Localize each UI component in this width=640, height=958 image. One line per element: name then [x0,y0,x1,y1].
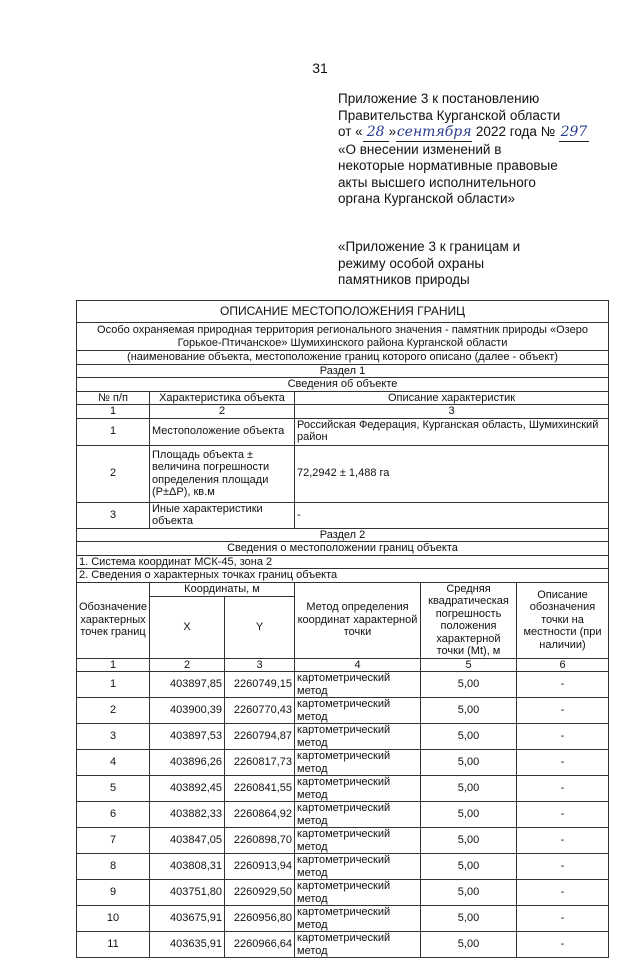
coord-x: 403635,91 [150,932,225,958]
s1-header-num: № п/п [77,391,150,405]
point-desc: - [517,802,609,828]
s1-row-num: 3 [77,502,150,528]
s2-colnum: 1 [77,658,150,672]
date-year: 2022 года № [472,124,556,139]
section1-title: Раздел 1 [77,364,609,378]
method: картометрический метод [295,672,421,698]
section1-subtitle: Сведения об объекте [77,378,609,392]
point-id: 7 [77,828,150,854]
coord-y: 2260913,94 [225,854,295,880]
error-value: 5,00 [421,828,517,854]
method: картометрический метод [295,854,421,880]
s2-colnum: 3 [225,658,295,672]
appendix-line: Приложение 3 к постановлению [338,91,540,106]
s2-colnum: 6 [517,658,609,672]
coord-y: 2260794,87 [225,724,295,750]
object-name [77,323,609,351]
coord-y: 2260817,73 [225,750,295,776]
point-desc: - [517,672,609,698]
coord-y: 2260841,55 [225,776,295,802]
appendix-line: некоторые нормативные правовые [338,158,558,173]
appendix2-line: режиму особой охраны [338,255,485,271]
s2-colnum: 2 [150,658,225,672]
point-id: 10 [77,906,150,932]
point-desc: - [517,906,609,932]
point-desc: - [517,854,609,880]
handwritten-month: сентября [396,124,472,140]
error-value: 5,00 [421,698,517,724]
appendix2-header [338,239,520,289]
table-row [77,906,609,932]
point-desc: - [517,776,609,802]
coord-y: 2260864,92 [225,802,295,828]
table-row [77,776,609,802]
appendix-line: «О внесении изменений в [338,141,502,157]
coord-x: 403751,80 [150,880,225,906]
coord-y: 2260898,70 [225,828,295,854]
s1-header-char: Характеристика объекта [150,391,295,405]
coord-y: 2260956,80 [225,906,295,932]
s2-header-method: Метод определения координат характерной точки [295,582,421,658]
point-id: 11 [77,932,150,958]
point-desc: - [517,932,609,958]
table-row [77,750,609,776]
method: картометрический метод [295,880,421,906]
point-id: 5 [77,776,150,802]
appendix-header [338,91,589,208]
page-number: 31 [312,60,328,76]
table-row [77,802,609,828]
coord-x: 403892,45 [150,776,225,802]
coord-y: 2260770,43 [225,698,295,724]
point-id: 8 [77,854,150,880]
s1-row-name: Местоположение объекта [150,418,295,445]
point-desc: - [517,880,609,906]
coord-system: 1. Система координат МСК-45, зона 2 [77,555,609,569]
s2-header-point: Обозначение характерных точек границ [77,582,150,658]
s1-row-desc: Российская Федерация, Курганская область, Шумихинский район [295,418,609,445]
error-value: 5,00 [421,854,517,880]
point-id: 4 [77,750,150,776]
point-desc: - [517,698,609,724]
coord-x: 403900,39 [150,698,225,724]
s1-row-num: 2 [77,445,150,502]
coord-x: 403897,53 [150,724,225,750]
table-row [77,932,609,958]
method: картометрический метод [295,906,421,932]
point-desc: - [517,750,609,776]
error-value: 5,00 [421,776,517,802]
s2-header-y: Y [225,596,295,658]
point-id: 6 [77,802,150,828]
table-title: ОПИСАНИЕ МЕСТОПОЛОЖЕНИЯ ГРАНИЦ [77,301,609,323]
s1-row-desc: - [295,502,609,528]
s1-row-num: 1 [77,418,150,445]
method: картометрический метод [295,698,421,724]
coord-y: 2260929,50 [225,880,295,906]
error-value: 5,00 [421,750,517,776]
s2-header-coords: Координаты, м [150,582,295,596]
appendix-date-line [338,124,589,142]
coord-y: 2260749,15 [225,672,295,698]
point-id: 1 [77,672,150,698]
coord-x: 403882,33 [150,802,225,828]
s1-colnum: 2 [150,405,295,419]
table-row [77,828,609,854]
s2-colnum: 5 [421,658,517,672]
point-id: 9 [77,880,150,906]
table-row [77,854,609,880]
error-value: 5,00 [421,932,517,958]
method: картометрический метод [295,828,421,854]
coord-x: 403808,31 [150,854,225,880]
method: картометрический метод [295,802,421,828]
method: картометрический метод [295,776,421,802]
error-value: 5,00 [421,880,517,906]
boundary-table [76,300,609,958]
s2-header-desc: Описание обозначения точки на местности (при наличии) [517,582,609,658]
appendix-line: органа Курганской области» [338,191,516,206]
coord-x: 403675,91 [150,906,225,932]
s1-row-name: Иные характеристики объекта [150,502,295,528]
table-row [77,880,609,906]
object-caption: (наименование объекта, местоположение границ которого описано (далее - объект) [77,351,609,365]
error-value: 5,00 [421,724,517,750]
s1-row-name: Площадь объекта ± величина погрешности определения площади (P±ΔP), кв.м [150,445,295,502]
table-row [77,698,609,724]
s2-header-x: X [150,596,225,658]
object-line: Горькое-Птичанское» Шумихинского района Курганской области [177,336,508,349]
point-desc: - [517,724,609,750]
error-value: 5,00 [421,802,517,828]
point-desc: - [517,828,609,854]
s1-header-desc: Описание характеристик [295,391,609,405]
table-row [77,724,609,750]
coord-x: 403896,26 [150,750,225,776]
coord-x: 403897,85 [150,672,225,698]
s1-row-desc: 72,2942 ± 1,488 га [295,445,609,502]
handwritten-day: 28 [363,124,389,142]
coord-y: 2260966,64 [225,932,295,958]
point-id: 3 [77,724,150,750]
appendix2-line: памятников природы [338,272,470,287]
method: картометрический метод [295,932,421,958]
section2-subtitle: Сведения о местоположении границ объекта [77,542,609,556]
coord-x: 403847,05 [150,828,225,854]
point-id: 2 [77,698,150,724]
s2-header-error: Средняя квадратическая погрешность положения характерной точки (Mt), м [421,582,517,658]
s1-colnum: 3 [295,405,609,419]
object-line: Особо охраняемая природная территория регионального значения - памятник природы «Озеро [97,324,588,336]
date-mid: » [388,124,397,139]
section2-title: Раздел 2 [77,528,609,542]
appendix2-line: «Приложение 3 к границам и [338,239,521,254]
table-row [77,672,609,698]
handwritten-number: 297 [560,124,588,140]
date-prefix: от « [338,124,363,139]
appendix-line: Правительства Курганской области [338,107,561,123]
method: картометрический метод [295,724,421,750]
s2-colnum: 4 [295,658,421,672]
appendix-line: акты высшего исполнительного [338,174,536,190]
error-value: 5,00 [421,906,517,932]
s1-colnum: 1 [77,405,150,419]
method: картометрический метод [295,750,421,776]
error-value: 5,00 [421,672,517,698]
points-caption: 2. Сведения о характерных точках границ объекта [77,569,609,583]
